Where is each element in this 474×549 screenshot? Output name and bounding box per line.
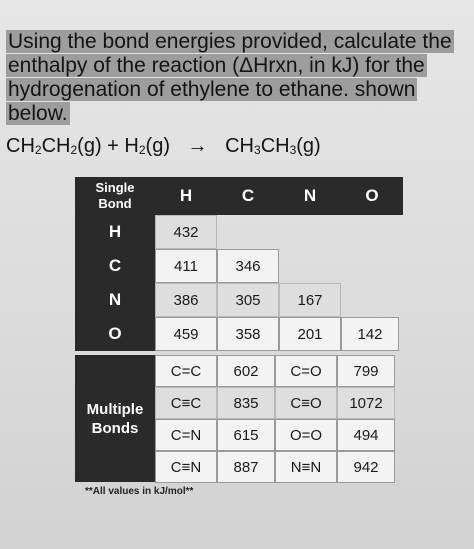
bond-energy-o-c: 358 [217, 317, 279, 351]
question-line-1: Using the bond energies provided, calculate the [8, 30, 452, 53]
multi-bond-value: 602 [217, 355, 275, 387]
bond-energy-o-o: 142 [341, 317, 399, 351]
row-header-o: O [75, 317, 155, 351]
question-line-3: hydrogenation of ethylene to ethane. shown [8, 78, 416, 101]
question-line-4: below. [8, 102, 68, 125]
multi-bond-value: 494 [337, 419, 395, 451]
multi-bond-name: C=O [275, 355, 337, 387]
multi-bond-name: C=N [155, 419, 217, 451]
row-header-c: C [75, 249, 155, 283]
multi-bond-name: C≡C [155, 387, 217, 419]
bond-energy-n-c: 305 [217, 283, 279, 317]
multi-bond-name: C=C [155, 355, 217, 387]
bond-energy-n-h: 386 [155, 283, 217, 317]
row-header-n: N [75, 283, 155, 317]
reaction-equation: $CH_2CH_2(g) + H_2(g) \to CH_3CH_3(g)$ [6, 135, 321, 157]
units-note: **All values in kJ/mol** [85, 486, 194, 497]
col-header-c: C [217, 177, 279, 215]
reaction-arrow: → [187, 135, 208, 157]
col-header-o: O [341, 177, 403, 215]
multi-bond-value: 799 [337, 355, 395, 387]
bond-energy-c-h: 411 [155, 249, 217, 283]
bond-energy-h-h: 432 [155, 215, 217, 249]
multi-bond-value: 1072 [337, 387, 395, 419]
multi-bond-value: 942 [337, 451, 395, 483]
row-header-h: H [75, 215, 155, 249]
bond-energy-o-n: 201 [279, 317, 341, 351]
question-line-2: enthalpy of the reaction (ΔHrxn, in kJ) for the [8, 54, 425, 77]
bond-energy-n-n: 167 [279, 283, 341, 317]
multiple-bonds-label: Multiple Bonds [75, 355, 155, 482]
question-text [6, 30, 452, 126]
multi-bond-name: C≡O [275, 387, 337, 419]
col-header-n: N [279, 177, 341, 215]
multi-bond-name: C≡N [155, 451, 217, 483]
bond-energy-o-h: 459 [155, 317, 217, 351]
multi-bond-value: 615 [217, 419, 275, 451]
single-bond-label: Single Bond [75, 177, 155, 215]
multi-bond-value: 835 [217, 387, 275, 419]
multi-bond-name: O=O [275, 419, 337, 451]
multi-bond-name: N≡N [275, 451, 337, 483]
col-header-h: H [155, 177, 217, 215]
bond-energy-c-c: 346 [217, 249, 279, 283]
multi-bond-value: 887 [217, 451, 275, 483]
